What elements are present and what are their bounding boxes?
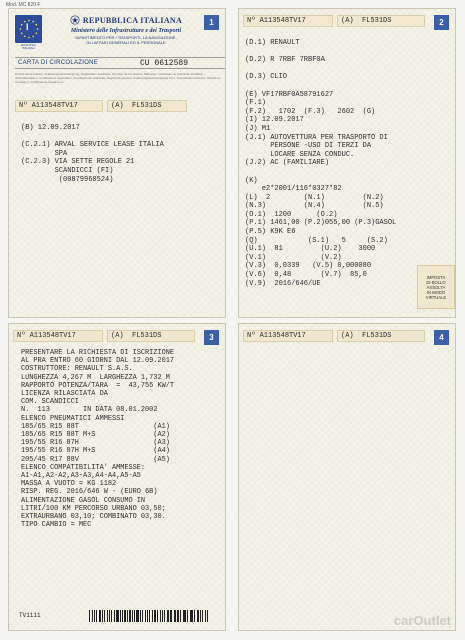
document-code-box <box>243 330 333 342</box>
stamp-line: ASSOLTA <box>426 284 446 290</box>
id-row <box>13 330 195 342</box>
stamp-line: DI BOLLO <box>426 279 446 285</box>
vehicle-details: (D.1) RENAULT (D.2) R 7RBF 7RBF0A (D.3) CLIO (E) VF17RBF0A58791627 (F.1) (F.2) 1702 (F.3) 2602 (G) (I) 12.09.2017 (J) M1 (J.1) AUTOVETTURA PER TRASPORTO DI PERSONE -USO DI TERZI DA LOCARE SENZA CONDUC. (J.2) AC (FAMILIARE) (K) e2*2001/116*0327*82 (L) 2 (N.1) (N.2) (N.3) (N.4) (N.5) (O.1) 1200 (O.2) (P.1) 1461,00 (P.2)055,00 (P.3)GASOL (P.5) K9K E6 (Q) (S.1) 5 (S.2) (U.1) 81 (U.2) 3000 (V.1) (V.2) (V.3) 0,0339 (V.5) 0,000080 (V.6) 0,48 (V.7) 85,0 (V.9) 2016/646/UE <box>245 39 397 288</box>
certificate-number: CU 0612589 <box>140 59 189 68</box>
document-code: A113548TV17 <box>29 332 76 340</box>
department-line-2: GLI AFFARI GENERALI ED IL PERSONALE <box>86 40 166 45</box>
page-4 <box>238 323 456 631</box>
italian-emblem-icon <box>70 15 80 25</box>
plate-number: FL531DS <box>362 332 392 340</box>
page-number-badge: 1 <box>204 15 219 30</box>
department-line-1: DIPARTIMENTO PER I TRASPORTI, LA NAVIGAZIONE, <box>75 35 177 40</box>
field-a-label: (A) <box>111 332 124 340</box>
plate-number: FL531DS <box>132 332 162 340</box>
document-code-box <box>13 330 103 342</box>
page-number-badge: 4 <box>434 330 449 345</box>
multilingual-fineprint: Permis de circulation, Zulassungsbescheinigung, Registration certificate, Permiso de circulación, Rijbewijs, Certificado de matrícula, Certificat d'immatriculation, Certificate of registration, Certificado de matrícula, Registreringsattest, Zulassungsbescheinigung Teil I, Trwyddedau cofrestru, Permis de circulation, Certificato di circolazione <box>15 72 221 84</box>
plate-number: FL531DS <box>132 102 162 110</box>
id-row <box>243 15 425 27</box>
document-code: A113548TV17 <box>259 17 306 25</box>
document-header <box>15 15 210 55</box>
number-symbol: Nº <box>17 332 26 340</box>
page-3 <box>8 323 226 631</box>
stamp-line: IN MODO <box>426 289 446 295</box>
notes-and-tyres: PRESENTARE LA RICHIESTA DI ISCRIZIONE AL PRA ENTRO 60 GIORNI DAL 12.09.2017 COSTRUTTORE: RENAULT S.A.S. LUNGHEZZA 4,267 M LARGHEZZA 1,732 M RAPPORTO POTENZA/TARA = 43,755 KW/T LICENZA RILASCIATA DA COM. SCANDICCI N. 113 IN DATA 08.01.2002 ELENCO PNEUMATICI AMMESSI 185/65 R15 88T (A1) 185/65 R15 88T M+S (A2) 195/55 R16 87H (A3) 195/55 R16 87H M+S (A4) 205/45 R17 88V (A5) ELENCO COMPATIBILITA' AMMESSE: A1-A1,A2-A2,A3-A3,A4-A4,A5-A5 MASSA A VUOTO = KG 1182 RISP. REG. 2016/646 W - (EURO 6B) ALIMENTAZIONE GASOL CONSUMO IN LITRI/100 KM PERCORSO URBANO 03,50; EXTRAURBANO 03,10; COMBINATO 03,30. TIPO CAMBIO = MEC <box>21 349 174 530</box>
owner-details: (B) 12.09.2017 (C.2.1) ARVAL SERVICE LEASE ITALIA SPA (C.2.3) VIA SETTE REGOLE 21 SCANDICCI (FI) (00879960524) <box>21 124 164 184</box>
number-symbol: Nº <box>247 332 256 340</box>
watermark: carOutlet <box>393 613 451 628</box>
page-1 <box>8 8 226 318</box>
eu-flag-icon: I EUROPEA ITALIANA <box>15 15 42 43</box>
stamp-line: VIRTUALE <box>425 294 447 300</box>
page-2 <box>238 8 456 318</box>
document-code: A113548TV17 <box>259 332 306 340</box>
plate-box <box>337 15 425 27</box>
eu-caption: EUROPEA ITALIANA <box>21 43 36 50</box>
certificate-title-bar <box>15 57 225 69</box>
serial-code: TV1111 <box>19 612 41 619</box>
document-code-box <box>15 100 103 112</box>
id-row <box>243 330 425 342</box>
plate-box <box>337 330 425 342</box>
page-number-badge: 2 <box>434 15 449 30</box>
id-row <box>15 100 187 112</box>
certificate-label: CARTA DI CIRCOLAZIONE <box>18 60 99 66</box>
field-a-label: (A) <box>111 102 124 110</box>
republic-title: REPUBBLICA ITALIANA <box>82 15 183 25</box>
document-code: A113548TV17 <box>31 102 78 110</box>
ministry-name: Ministero delle Infrastrutture e dei Trasporti <box>70 28 182 34</box>
number-symbol: Nº <box>247 17 256 25</box>
virtual-stamp-duty-box <box>417 265 455 309</box>
stamp-line: IMPOSTA <box>426 274 446 280</box>
plate-box <box>107 100 187 112</box>
plate-box <box>107 330 195 342</box>
page-number-badge: 3 <box>204 330 219 345</box>
field-a-label: (A) <box>341 332 354 340</box>
barcode <box>89 610 209 622</box>
plate-number: FL531DS <box>362 17 392 25</box>
document-code-box <box>243 15 333 27</box>
field-a-label: (A) <box>341 17 354 25</box>
form-model-label: Mod. MC 820 F <box>6 2 41 8</box>
number-symbol: Nº <box>19 102 28 110</box>
